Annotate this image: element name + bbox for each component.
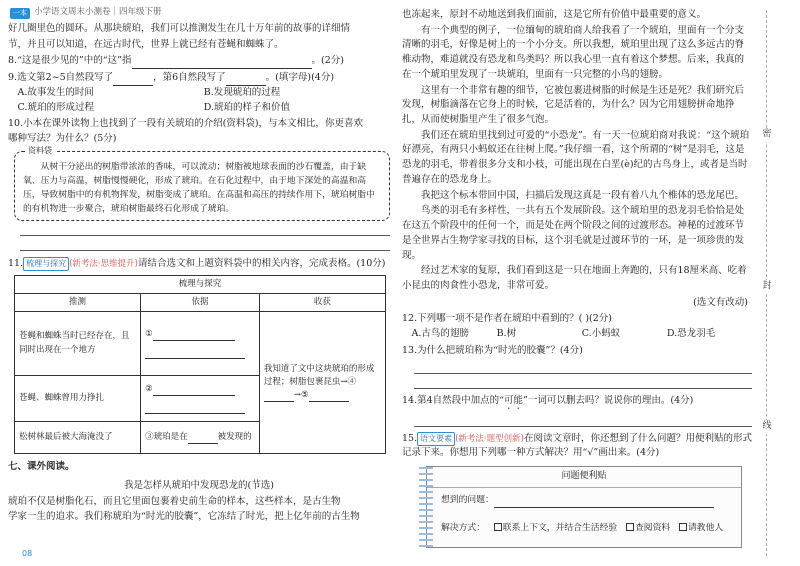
answer-line[interactable] bbox=[20, 239, 390, 251]
sticky-question-blank[interactable] bbox=[494, 498, 714, 508]
answer-line[interactable] bbox=[414, 377, 752, 389]
question-8-answer-blank[interactable] bbox=[132, 59, 312, 69]
question-11-tag-2: (新考法·思维提升) bbox=[69, 259, 138, 269]
method-option: 查阅资料 bbox=[634, 522, 671, 533]
question-8-text: 8.“这是很少见的”中的“这”指 bbox=[8, 55, 132, 67]
article-line-1: 琥珀不仅是树脂化石，而且它里面包裹着史前生命的样本，这些样本，是古生物 bbox=[8, 495, 341, 507]
question-11-text: 请结合选文和上题资料袋中的相关内容，完成表格。(10分) bbox=[137, 258, 386, 269]
checkbox[interactable] bbox=[494, 523, 502, 531]
table-answer-blank[interactable] bbox=[264, 392, 294, 402]
intro-line-1: 好几圈里色的圆环。从那块琥珀，我们可以推测发生在几十万年前的故事的详细情 bbox=[8, 23, 351, 34]
method-option: 请教他人 bbox=[687, 522, 724, 533]
header-title: 小学语文周末小测卷｜四年级下册 bbox=[34, 7, 162, 18]
table-answer-blank[interactable] bbox=[309, 392, 349, 402]
answer-line[interactable] bbox=[20, 224, 390, 236]
article-paragraph: 这里有一个非常有趣的细节，它被包裹进树脂的时候是生还是死？我们研究后发现，树脂滴落在它身上的时候，它是活着的，为什么？因为它用翅膀拼命地挣扎，从而使树脂里产生了很多气泡。 bbox=[402, 84, 745, 126]
article-line-2: 学家一生的追求。我们称琥珀为“时光的胶囊”，它冻结了时光，把上亿年前的古生物 bbox=[8, 511, 360, 523]
article-title: 我是怎样从琥珀中发现恐龙的(节选) bbox=[124, 479, 274, 491]
question-8 bbox=[8, 54, 390, 69]
question-9 bbox=[8, 71, 390, 86]
sticky-question-row: 想到的问题： bbox=[427, 488, 741, 508]
table-cell-basis: ② bbox=[141, 376, 260, 422]
table-header: 收获 bbox=[259, 293, 385, 311]
table-gain-text: 我知道了文中这块琥珀的形成过程；树脂包裹昆虫→ bbox=[263, 363, 375, 387]
article-paragraph: 鸟类的羽毛有多样性，一共有五个发展阶段。这个琥珀里的恐龙羽毛恰恰是处在这五个阶段中的任何一个，而是处在两个阶段之间的过渡形态。神秘的过渡环节是全世界古生物学家寻找的目标，这个羽毛就是过渡环节的一环，是一项珍贵的发现。 bbox=[402, 205, 745, 261]
info-box-text: 从树干分泌出的树脂带浓浓的香味，可以流动；树脂被地球表面的沙石覆盖，由于缺氧、压力与高温，树脂慢慢硬化，形成了琥珀。在石化过程中，由于地下深处的高温和高压，导致树脂中的有机物挥发，树脂变成了琥珀。在高温和高压的持续作用下，琥珀树脂中的有机物进一步聚合，琥珀树脂最终石化形成了琥珀。 bbox=[23, 161, 375, 214]
table-gain-mark: ④ bbox=[347, 376, 356, 387]
question-11-tag: 梳理与探究 bbox=[23, 257, 69, 271]
question-9-text: 9.选文第2~5自然段写了 bbox=[8, 72, 114, 84]
seal-label: 线 bbox=[760, 420, 774, 434]
option-d[interactable]: D.恐龙羽毛 bbox=[666, 328, 716, 340]
article-paragraph: 也冻起来，原封不动地送到我们面前，这是它所有价值中最重要的意义。 bbox=[402, 9, 707, 20]
header-badge: 一本 bbox=[10, 8, 30, 19]
question-9-mid: ，第6自然段写了 bbox=[153, 72, 226, 84]
article-paragraph: 经过艺术家的复原，我们看到这是一只在地面上奔跑的，只有18厘米高、吃着小昆虫的肉食性小恐龙，非常可爱。 bbox=[402, 265, 747, 291]
sticky-note-title: 问题便利贴 bbox=[427, 467, 741, 488]
emphasized-word: 可能 bbox=[504, 394, 524, 406]
checkbox[interactable] bbox=[679, 523, 687, 531]
question-10-line-2: 哪种写法？为什么？(5分) bbox=[8, 133, 117, 145]
page-number: 08 bbox=[22, 548, 33, 558]
question-15-text: 在阅读文章时，你还想到了什么问题？用便利贴的形式记录下来。你想用下列哪一种方式解决？用“√”画出来。(4分) bbox=[402, 432, 752, 459]
table-answer-blank[interactable] bbox=[153, 386, 235, 396]
spiral-binding-icon bbox=[419, 467, 433, 547]
exploration-table bbox=[14, 275, 386, 454]
article-paragraph: 有一个典型的例子，一位缅甸的琥珀商人给我看了一个琥珀，里面有一个分支清晰的羽毛，好像是树上的一个小分支。所以我想，琥珀里出现了这么多远古的脊椎动物，难道就没有恐龙和鸟类吗？所以我心里一直有着这个梦想。后来，我真的在一个琥珀里发现了一块琥珀，里面有一只完整的小鸟的翅膀。 bbox=[402, 24, 745, 80]
question-11: 11. 梳理与探究 (新考法·思维提升)请结合选文和上题资料袋中的相关内容，完成表格。(10分) bbox=[8, 257, 390, 272]
option-b[interactable]: B.树 bbox=[496, 328, 517, 340]
question-10 bbox=[8, 117, 390, 146]
table-header: 推测 bbox=[15, 293, 141, 311]
table-title: 梳理与探究 bbox=[15, 275, 386, 293]
table-answer-blank[interactable] bbox=[153, 331, 235, 341]
table-cell-basis: ① bbox=[141, 312, 260, 376]
article-paragraph: 我们还在琥珀里找到过可爱的“小恐龙”。有一天一位琥珀商对我说：“这个琥珀好漂亮，有两只小蚂蚁还在往树上爬。”我仔细一看，这个所谓的“树”是羽毛，这是恐龙的羽毛，带着很多分支和小枝，可能出现在白垩(è)纪的古鸟身上，或者是当时普遍存在的恐龙身上。 bbox=[402, 129, 750, 185]
question-15-tag: 语文要素 bbox=[417, 432, 455, 446]
left-column bbox=[8, 22, 390, 526]
sticky-note bbox=[426, 466, 742, 548]
info-box-tag: 资料袋 bbox=[25, 145, 55, 158]
option-a[interactable]: A.故事发生的时间 bbox=[17, 86, 94, 98]
question-14: 14.第4自然段中加点的“可能”一词可以删去吗？说说你的理由。(4分) bbox=[402, 394, 694, 406]
question-10-line-1: 10.小本在课外读物上也找到了一段有关琥珀的介绍(资料袋)，与本文相比，你更喜欢 bbox=[8, 118, 364, 130]
question-15-tag-2: (新考法·题型创新) bbox=[455, 433, 524, 444]
question-9-blank-1[interactable] bbox=[113, 76, 153, 86]
method-option: 联系上下文，并结合生活经验 bbox=[502, 522, 618, 533]
table-cell-guess: 苍蝇和蜘蛛当时已经存在，且同时出现在一个地方 bbox=[15, 312, 141, 376]
right-column bbox=[402, 8, 752, 548]
article-paragraph: 我把这个标本带回中国，扫描后发现这真是一段有着八九个椎体的恐龙尾巴。 bbox=[421, 189, 745, 201]
seal-label: 封 bbox=[760, 280, 774, 294]
table-row bbox=[15, 312, 386, 376]
question-9-tail: 。(填字母)(4分) bbox=[265, 72, 335, 84]
table-gain-arrow: →⑤ bbox=[293, 390, 309, 401]
question-12-options bbox=[402, 327, 752, 342]
sticky-method-row: 解决方式： 联系上下文，并结合生活经验 查阅资料 请教他人 bbox=[441, 522, 724, 533]
option-b[interactable]: B.发现琥珀的过程 bbox=[203, 86, 281, 98]
table-header: 依据 bbox=[141, 293, 260, 311]
question-8-score: 。(2分) bbox=[311, 55, 344, 67]
table-cell-gain bbox=[259, 312, 385, 454]
info-box bbox=[14, 145, 390, 221]
page-header bbox=[10, 6, 162, 20]
checkbox[interactable] bbox=[626, 523, 634, 531]
table-answer-blank[interactable] bbox=[145, 349, 245, 359]
intro-line-2: 节，并且可以知道，在远古时代，世界上就已经有苍蝇和蜘蛛了。 bbox=[8, 38, 284, 50]
question-12: 12.下列哪一项不是作者在琥珀中看到的？( )(2分) bbox=[402, 313, 612, 325]
option-c[interactable]: C.小蚂蚁 bbox=[581, 328, 621, 340]
seal-label: 密 bbox=[760, 128, 774, 142]
option-c[interactable]: C.琥珀的形成过程 bbox=[17, 101, 94, 113]
section-7-heading: 七、课外阅读。 bbox=[8, 461, 75, 473]
question-9-blank-2[interactable] bbox=[226, 76, 266, 86]
question-9-options bbox=[8, 86, 390, 115]
answer-line[interactable] bbox=[414, 362, 752, 374]
article-source: (选文有改动) bbox=[693, 296, 748, 308]
table-answer-blank[interactable] bbox=[145, 404, 245, 414]
question-15: 15. 语文要素 (新考法·题型创新)在阅读文章时，你还想到了什么问题？用便利贴的形式记录下来。你想用下列哪一种方式解决？用“√”画出来。(4分) bbox=[402, 432, 752, 459]
option-d[interactable]: D.琥珀的样子和价值 bbox=[203, 101, 291, 113]
table-answer-blank[interactable] bbox=[188, 434, 218, 444]
question-13: 13.为什么把琥珀称为“时光的胶囊”？(4分) bbox=[402, 344, 583, 356]
table-cell-guess: 苍蝇、蜘蛛曾用力挣扎 bbox=[15, 376, 141, 422]
table-cell-basis: ③琥珀是在 被发现的 bbox=[141, 422, 260, 454]
table-cell-guess: 松树林最后被大海淹没了 bbox=[15, 422, 141, 454]
option-a[interactable]: A.古鸟的翅膀 bbox=[411, 328, 469, 340]
answer-line[interactable] bbox=[414, 415, 752, 427]
